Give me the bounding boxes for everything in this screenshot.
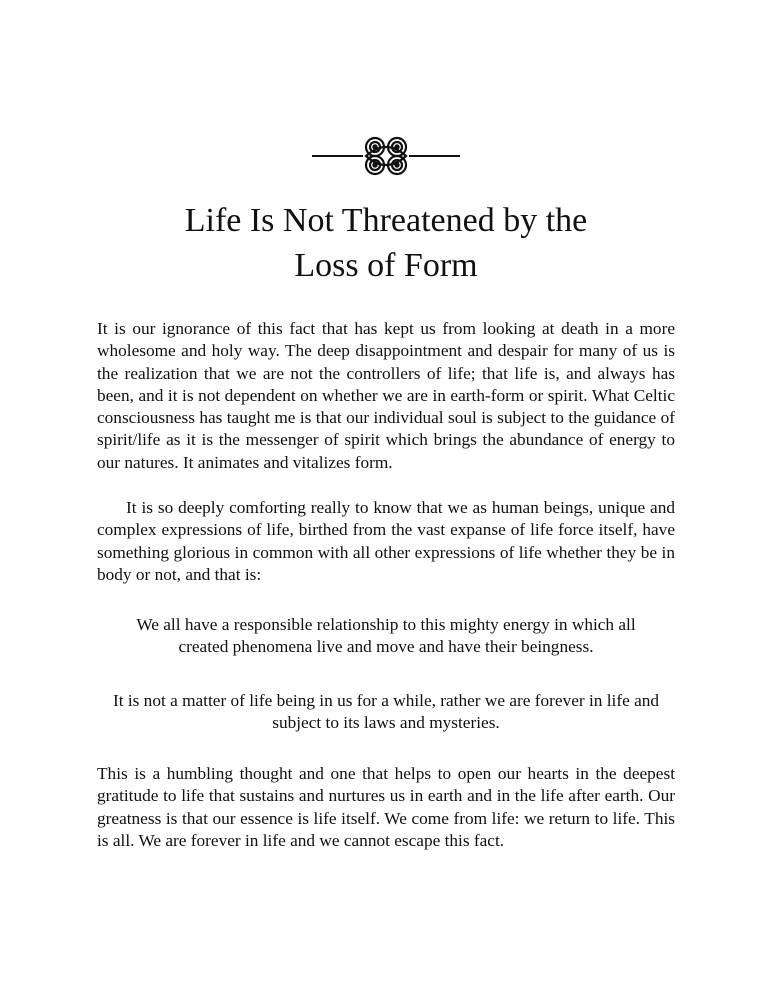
block-quote-2: It is not a matter of life being in us for a while, rather we are forever in life and subject to its laws and mysteries. [112,691,660,732]
chapter-title-line-1: Life Is Not Threatened by the [184,202,588,239]
celtic-spiral-ornament-icon [312,134,460,178]
paragraph-2: It is so deeply comforting really to know that we as human beings, unique and complex expressions of life, birthed from the vast expanse of life force itself, have something glorious in common with all other expressions of life whether they be in body or not, and that is: [97,498,675,584]
paragraph-3: This is a humbling thought and one that helps to open our hearts in the deepest gratitude to life that sustains and nurtures us in earth and in the life after earth. Our greatness is that our essence is life itself. We come from life: we return to life. This is all. We are forever in life and we cannot escape this fact. [97,764,675,850]
block-quote-1: We all have a responsible relationship to this mighty energy in which all created phenomena live and move and have their beingness. [136,615,636,656]
chapter-title-line-2: Loss of Form [294,247,478,284]
paragraph-1: It is our ignorance of this fact that has kept us from looking at death in a more wholesome and holy way. The deep disappointment and despair for many of us is the realization that we are not the controllers of life; that life is, and always has been, and it is not dependent on whether we are in earth-form or spirit. What Celtic consciousness has taught me is that our individual soul is subject to the guidance of spirit/life as it is the messenger of spirit which brings the abundance of energy to our natures. It animates and vitalizes form. [97,319,675,472]
chapter-title [0,198,772,288]
